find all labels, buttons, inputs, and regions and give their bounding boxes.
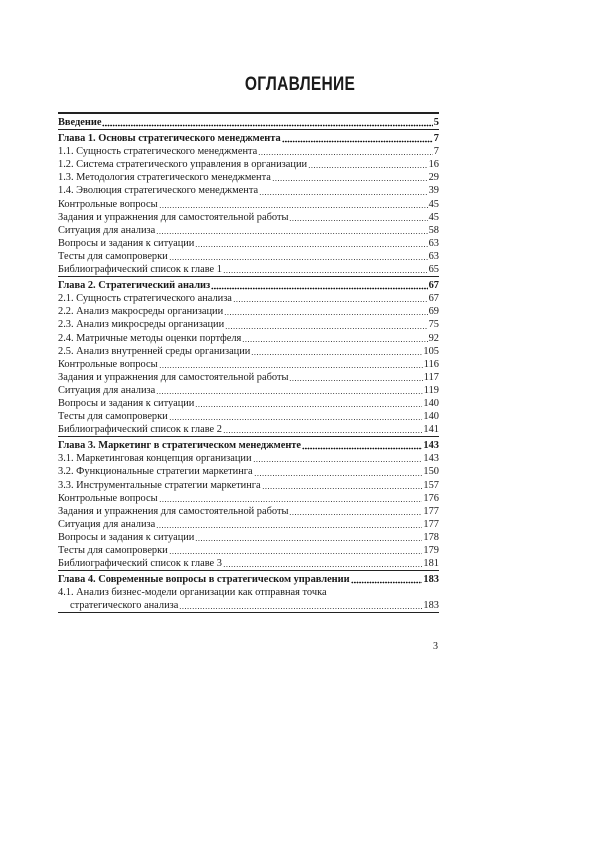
toc-dot-leader (351, 581, 423, 584)
toc-entry[interactable] (58, 305, 439, 318)
toc-chapter-2 (58, 279, 439, 437)
toc-dot-leader (259, 193, 427, 196)
toc-entry-label: Тесты для самопроверки (58, 411, 168, 423)
toc-entry-page: 116 (423, 358, 439, 370)
toc-entry-label: Задания и упражнения для самостоятельной работы (58, 211, 289, 223)
toc-entry[interactable] (58, 237, 439, 250)
toc-chapter-3 (58, 439, 439, 571)
toc-entry-multiline[interactable] (58, 586, 439, 612)
toc-dot-leader (289, 513, 422, 516)
toc-entry-page: 45 (428, 211, 439, 223)
toc-entry-label: Глава 4. Современные вопросы в стратегическом управлении (58, 574, 350, 586)
toc-dot-leader (223, 431, 422, 434)
toc-entry[interactable] (58, 332, 439, 345)
toc-top-rule (58, 112, 439, 114)
toc-entry-label: 2.2. Анализ макросреды организации (58, 306, 224, 318)
toc-entry[interactable] (58, 263, 439, 276)
toc-entry-intro[interactable] (58, 116, 439, 129)
toc-entry-label: Глава 2. Стратегический анализ (58, 280, 211, 292)
toc-entry-label: 3.2. Функциональные стратегии маркетинга (58, 466, 253, 478)
toc-entry[interactable] (58, 465, 439, 478)
toc-entry-page: 183 (423, 600, 439, 612)
toc-dot-leader (156, 526, 422, 529)
toc-entry[interactable] (58, 224, 439, 237)
toc-entry-line2 (58, 599, 439, 612)
toc-entry-label-line1: 4.1. Анализ бизнес-модели организации как отправная точка (58, 587, 327, 599)
toc-entry[interactable] (58, 492, 439, 505)
toc-entry-page: 181 (423, 558, 439, 570)
toc-dot-leader (159, 366, 423, 369)
toc-entry[interactable] (58, 397, 439, 410)
toc-chapter-heading[interactable] (58, 439, 439, 452)
toc-entry-page: 119 (423, 384, 439, 396)
table-of-contents (58, 112, 439, 613)
toc-entry-page: 39 (428, 185, 439, 197)
toc-entry-label: 2.5. Анализ внутренней среды организации (58, 345, 251, 357)
toc-entry[interactable] (58, 358, 439, 371)
toc-entry-label: 3.1. Маркетинговая концепция организации (58, 453, 252, 465)
toc-entry-label: Библиографический список к главе 3 (58, 558, 222, 570)
toc-entry-label: Ситуация для анализа (58, 518, 156, 530)
toc-entry-label: 1.3. Методология стратегического менеджмента (58, 172, 271, 184)
toc-dot-leader (223, 565, 422, 568)
toc-entry-page: 58 (428, 224, 439, 236)
toc-entry-label: Контрольные вопросы (58, 198, 158, 210)
toc-entry[interactable] (58, 211, 439, 224)
toc-entry-page: 67 (428, 280, 439, 292)
toc-entry-label: 1.2. Система стратегического управления в организации (58, 159, 308, 171)
toc-entry-page: 183 (423, 574, 439, 586)
toc-entry-label: Вопросы и задания к ситуации (58, 397, 195, 409)
toc-dot-leader (195, 245, 427, 248)
toc-entry[interactable] (58, 198, 439, 211)
toc-dot-leader (156, 392, 423, 395)
page-number: 3 (433, 641, 438, 652)
toc-dot-leader (289, 219, 427, 222)
toc-entry-page: 65 (428, 264, 439, 276)
toc-entry-page: 69 (428, 306, 439, 318)
toc-entry-page: 16 (428, 159, 439, 171)
toc-entry-label: Ситуация для анализа (58, 224, 156, 236)
toc-entry-page: 157 (423, 479, 439, 491)
toc-entry[interactable] (58, 479, 439, 492)
toc-entry-label: Контрольные вопросы (58, 358, 158, 370)
toc-entry-page: 117 (423, 371, 439, 383)
toc-entry-page: 141 (423, 424, 439, 436)
toc-entry[interactable] (58, 423, 439, 436)
toc-entry[interactable] (58, 145, 439, 158)
toc-dot-leader (159, 500, 423, 503)
toc-entry-page: 7 (433, 146, 439, 158)
page-title: ОГЛАВЛЕНИЕ (244, 74, 356, 95)
toc-dot-leader (169, 258, 428, 261)
toc-entry-page: 143 (423, 453, 439, 465)
toc-dot-leader (102, 124, 432, 127)
toc-intro-block (58, 116, 439, 130)
toc-entry-label: 2.4. Матричные методы оценки портфеля (58, 332, 242, 344)
toc-chapter-1 (58, 132, 439, 277)
toc-dot-leader (195, 405, 422, 408)
toc-dot-leader (169, 418, 423, 421)
toc-dot-leader (224, 313, 427, 316)
toc-entry-label: 3.3. Инструментальные стратегии маркетинга (58, 479, 261, 491)
toc-dot-leader (169, 552, 423, 555)
toc-entry-page: 29 (428, 172, 439, 184)
toc-entry-page: 7 (433, 133, 439, 145)
toc-entry[interactable] (58, 544, 439, 557)
toc-entry-page: 178 (423, 531, 439, 543)
toc-entry-page: 92 (428, 332, 439, 344)
toc-dot-leader (254, 474, 423, 477)
toc-entry-page: 143 (423, 440, 439, 452)
toc-entry-label: Вопросы и задания к ситуации (58, 531, 195, 543)
toc-entry-label: Задания и упражнения для самостоятельной работы (58, 371, 289, 383)
toc-entry[interactable] (58, 371, 439, 384)
toc-entry-label: 1.1. Сущность стратегического менеджмента (58, 146, 258, 158)
toc-chapter-heading[interactable] (58, 279, 439, 292)
toc-entry-label-line2: стратегического анализа (70, 600, 179, 612)
toc-entry-label: Тесты для самопроверки (58, 545, 168, 556)
toc-dot-leader (302, 447, 422, 450)
toc-entry-page: 140 (423, 397, 439, 409)
toc-dot-leader (159, 206, 428, 209)
toc-entry-label: Контрольные вопросы (58, 492, 158, 504)
toc-entry[interactable] (58, 518, 439, 531)
toc-dot-leader (223, 271, 428, 274)
toc-entry-page: 176 (423, 492, 439, 504)
toc-dot-leader (251, 353, 422, 356)
toc-entry-page: 67 (428, 293, 439, 305)
toc-entry[interactable] (58, 171, 439, 184)
toc-dot-leader (253, 460, 423, 463)
toc-dot-leader (233, 300, 428, 303)
toc-dot-leader (258, 153, 433, 156)
toc-entry-page: 179 (423, 545, 439, 556)
toc-entry-label: 2.1. Сущность стратегического анализа (58, 293, 232, 305)
toc-entry-page: 45 (428, 198, 439, 210)
toc-entry-page: 177 (423, 505, 439, 517)
toc-entry-page: 63 (428, 250, 439, 262)
toc-entry-page: 63 (428, 237, 439, 249)
toc-entry-page: 150 (423, 466, 439, 478)
toc-entry-page: 105 (423, 345, 439, 357)
toc-dot-leader (225, 327, 427, 330)
toc-chapter-4 (58, 573, 439, 613)
toc-entry[interactable] (58, 158, 439, 171)
toc-entry-label: Ситуация для анализа (58, 384, 156, 396)
toc-dot-leader (272, 179, 428, 182)
toc-entry-label: Задания и упражнения для самостоятельной работы (58, 505, 289, 517)
toc-entry-label: Введение (58, 117, 102, 128)
toc-dot-leader (262, 487, 423, 490)
toc-entry-label: Тесты для самопроверки (58, 250, 168, 262)
toc-entry[interactable] (58, 318, 439, 331)
toc-entry[interactable] (58, 184, 439, 197)
toc-entry-page: 75 (428, 319, 439, 331)
toc-entry-label: 2.3. Анализ микросреды организации (58, 319, 225, 331)
toc-dot-leader (211, 287, 427, 290)
toc-dot-leader (308, 166, 428, 169)
toc-entry-label: Библиографический список к главе 1 (58, 264, 222, 276)
toc-dot-leader (156, 232, 427, 235)
toc-dot-leader (282, 140, 433, 143)
toc-entry[interactable] (58, 505, 439, 518)
toc-dot-leader (242, 340, 427, 343)
toc-entry[interactable] (58, 410, 439, 423)
toc-chapter-heading[interactable] (58, 573, 439, 586)
toc-entry-label: Глава 1. Основы стратегического менеджмента (58, 133, 281, 145)
toc-dot-leader (289, 379, 422, 382)
toc-chapter-heading[interactable] (58, 132, 439, 145)
toc-entry[interactable] (58, 452, 439, 465)
toc-entry-label: Вопросы и задания к ситуации (58, 237, 195, 249)
toc-entry-label: Библиографический список к главе 2 (58, 424, 222, 436)
toc-entry[interactable] (58, 292, 439, 305)
toc-dot-leader (195, 539, 422, 542)
toc-entry-page: 5 (433, 117, 439, 128)
toc-entry-label: Глава 3. Маркетинг в стратегическом менеджменте (58, 440, 302, 452)
toc-entry[interactable] (58, 557, 439, 570)
toc-dot-leader (179, 607, 422, 610)
toc-entry-label: 1.4. Эволюция стратегического менеджмента (58, 185, 259, 197)
toc-entry[interactable] (58, 384, 439, 397)
toc-entry-page: 177 (423, 518, 439, 530)
toc-entry-page: 140 (423, 411, 439, 423)
toc-entry[interactable] (58, 531, 439, 544)
toc-entry[interactable] (58, 345, 439, 358)
toc-entry[interactable] (58, 250, 439, 263)
